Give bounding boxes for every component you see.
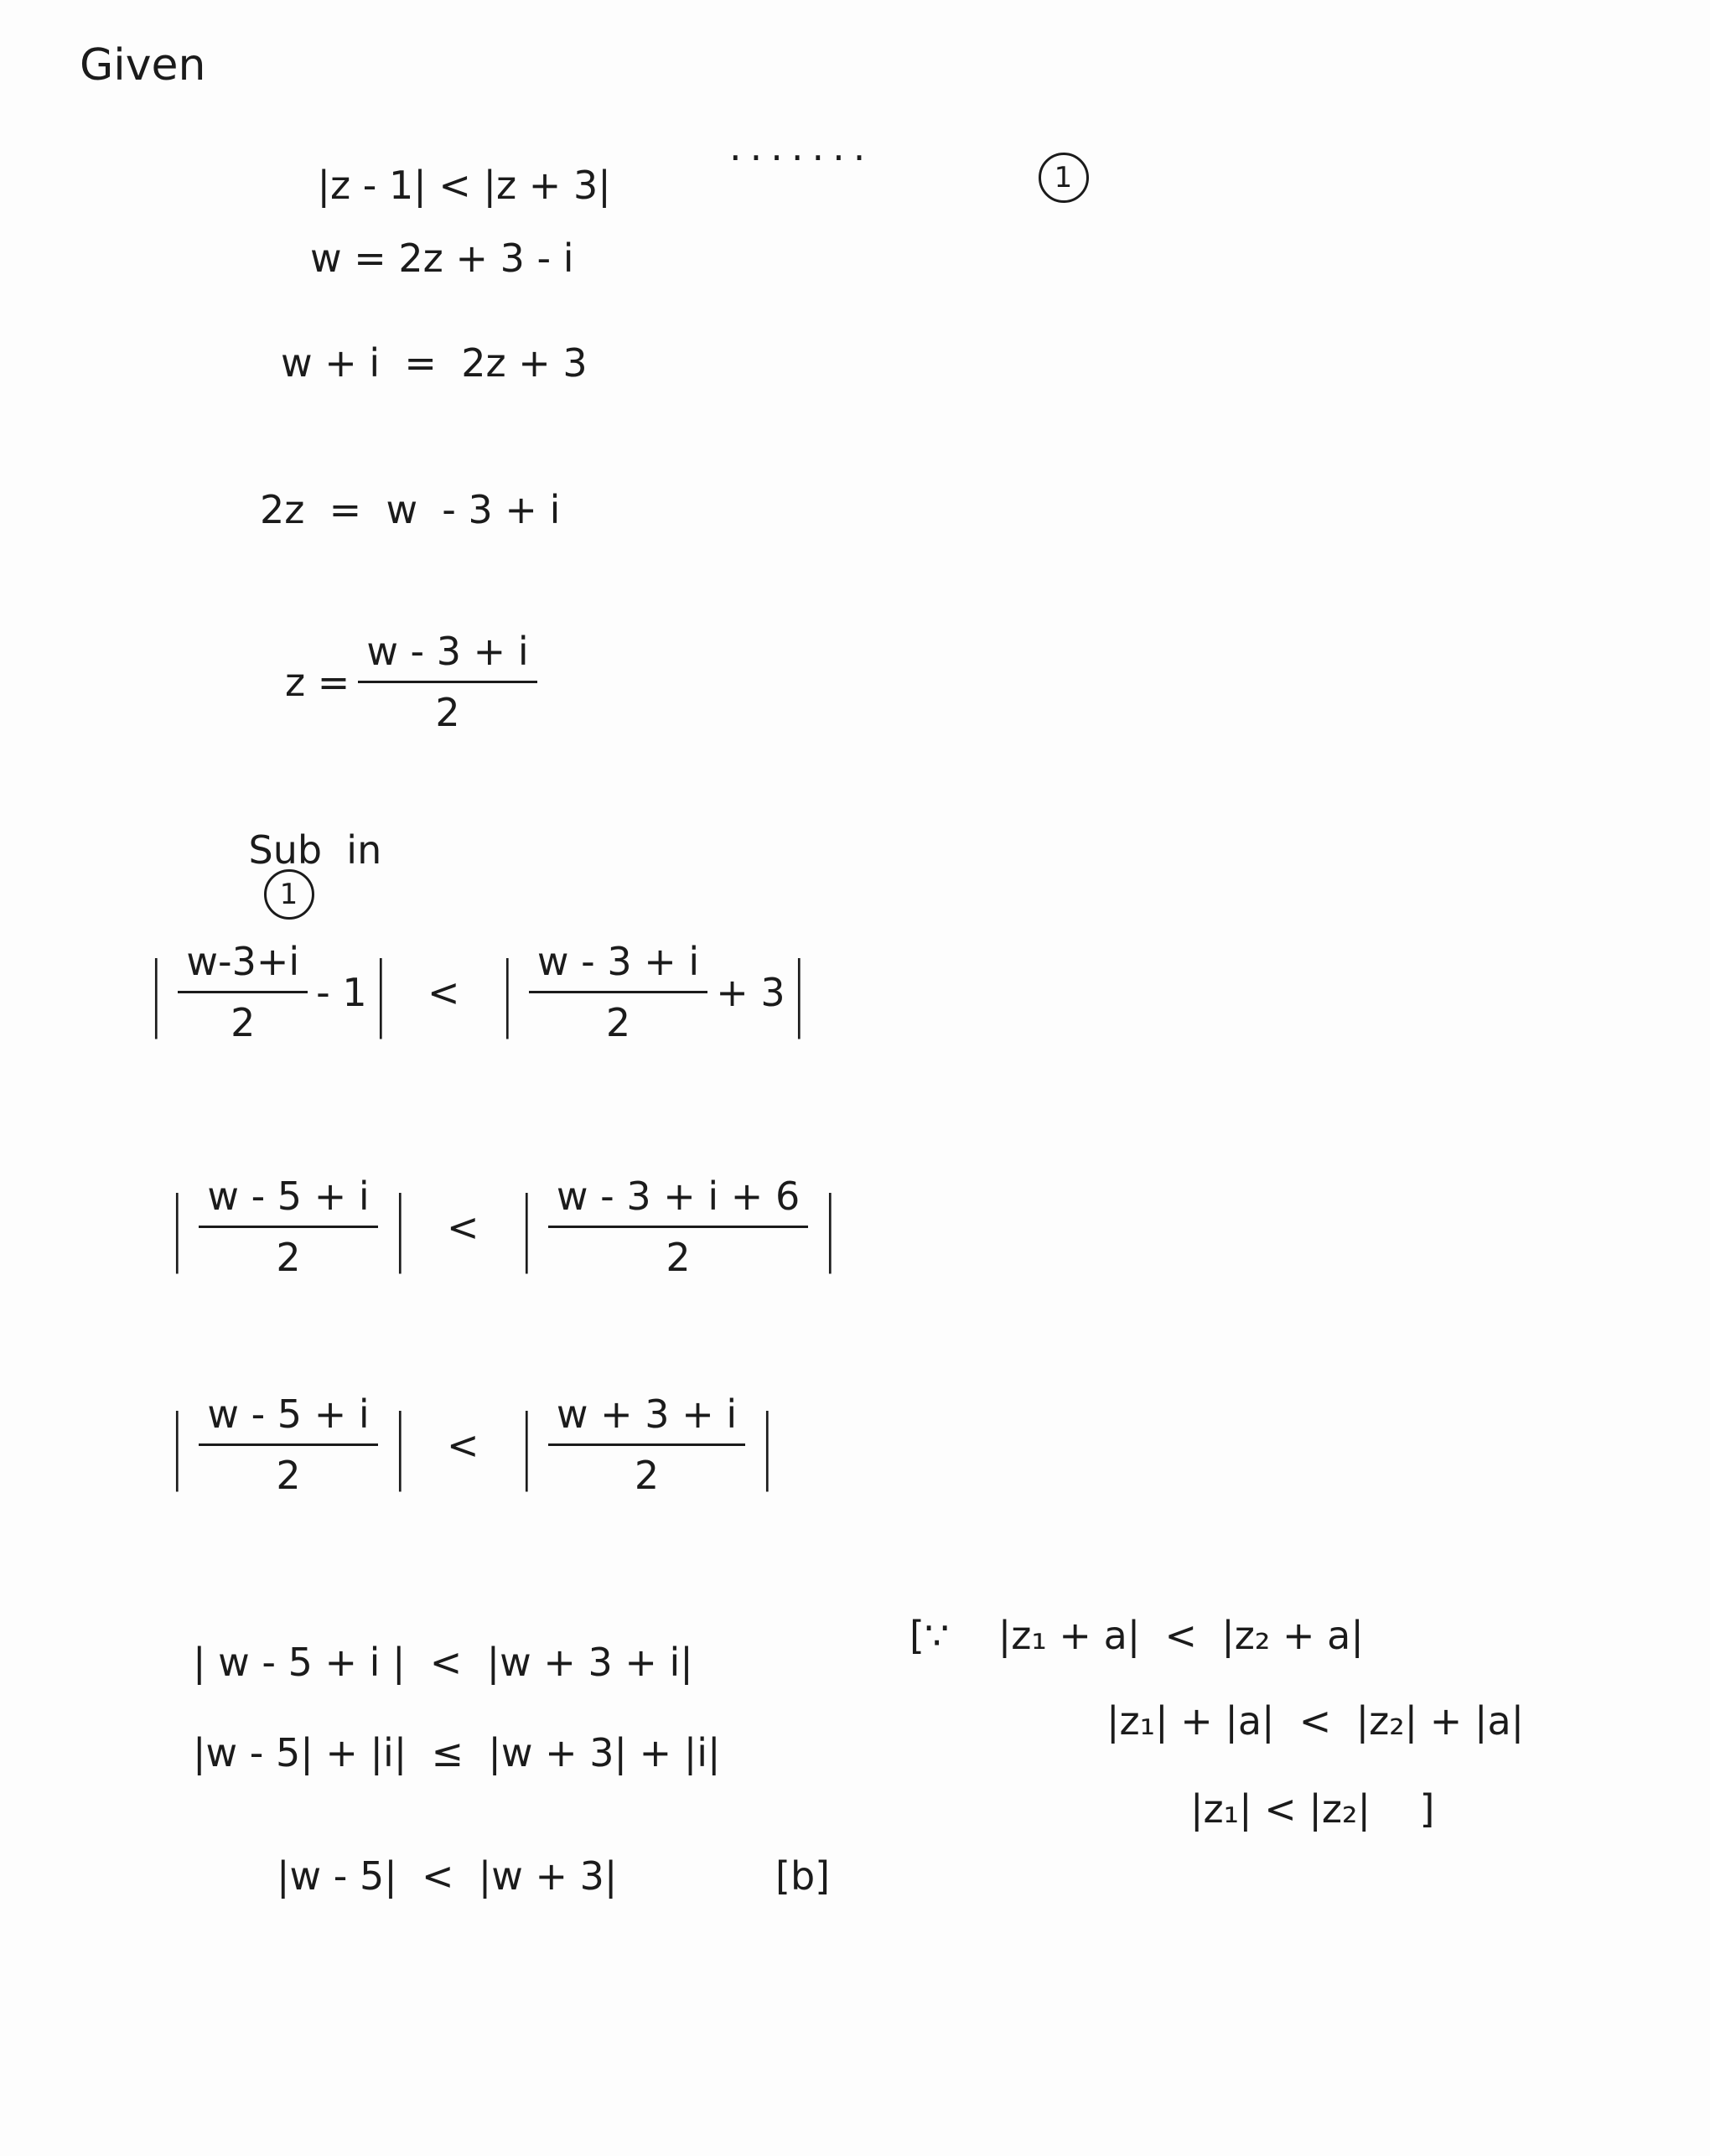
substitute-text: Sub in [248,827,382,873]
fraction-denominator: 2 [605,1000,631,1045]
abs-bar: | [391,1397,408,1492]
fraction-denominator: 2 [666,1235,691,1280]
note-line-2: |z₁| + |a| < |z₂| + |a| [1106,1698,1525,1744]
abs-bar: | [821,1179,839,1274]
fraction-numerator: w - 3 + i [529,939,707,993]
abs-bar: | [759,1397,776,1492]
fraction-denominator: 2 [231,1000,256,1045]
two-z-expression: 2z = w - 3 + i [260,487,561,532]
modulus-inequality: | w - 5 + i | < |w + 3 + i| [193,1640,693,1685]
leader-dots: ....... [729,124,874,169]
fraction-numerator: w-3+i [178,939,308,993]
circled-one-icon: 1 [1039,153,1089,203]
less-than-sign: < [447,1422,479,1468]
fraction-numerator: w - 5 + i [199,1392,377,1446]
fraction-denominator: 2 [276,1453,301,1498]
z-fraction-numerator: w - 3 + i [358,629,536,683]
abs-bar: | [518,1397,535,1492]
fraction-numerator: w - 5 + i [199,1174,377,1228]
z-fraction [358,629,536,735]
note-line-3: |z₁| < |z₂| ] [1190,1786,1435,1832]
w-plus-i: w + i = 2z + 3 [281,340,588,386]
abs-bar: | [168,1179,185,1274]
z-expression [285,629,546,735]
add-three: + 3 [716,969,785,1015]
less-than-sign: < [447,1204,479,1250]
given-inequality [268,127,611,243]
abs-bar: | [391,1179,408,1274]
circled-one-icon: 1 [264,869,314,920]
fraction-numerator: w - 3 + i + 6 [548,1174,808,1228]
answer-option: [b] [775,1853,831,1899]
fraction [548,1392,745,1498]
z-fraction-denominator: 2 [435,690,460,735]
simplified-inequality-1 [163,1174,844,1280]
substitute-line [200,792,381,958]
triangle-inequality-step: |w - 5| + |i| ≤ |w + 3| + |i| [193,1730,721,1775]
subtract-one: - 1 [316,969,367,1015]
abs-bar: | [372,945,389,1039]
abs-bar: | [168,1397,185,1492]
given-inequality-text: |z - 1| < |z + 3| [317,163,611,208]
w-definition: w = 2z + 3 - i [310,236,574,281]
substituted-inequality [142,939,812,1045]
equation-label-1 [989,114,1089,241]
final-result: |w - 5| < |w + 3| [277,1853,618,1899]
abs-bar: | [148,945,164,1039]
fraction-denominator: 2 [634,1453,660,1498]
fraction [548,1174,808,1280]
note-line-1: [∵ |z₁ + a| < |z₂ + a| [909,1613,1364,1658]
abs-bar: | [790,945,807,1039]
fraction [529,939,707,1045]
simplified-inequality-2 [163,1392,780,1498]
abs-bar: | [499,945,516,1039]
z-equals: z = [285,659,350,705]
abs-bar: | [518,1179,535,1274]
fraction [199,1392,377,1498]
fraction-numerator: w + 3 + i [548,1392,745,1446]
less-than-sign: < [428,969,460,1015]
fraction-denominator: 2 [276,1235,301,1280]
given-heading: Given [80,40,206,91]
fraction [199,1174,377,1280]
fraction [178,939,308,1045]
